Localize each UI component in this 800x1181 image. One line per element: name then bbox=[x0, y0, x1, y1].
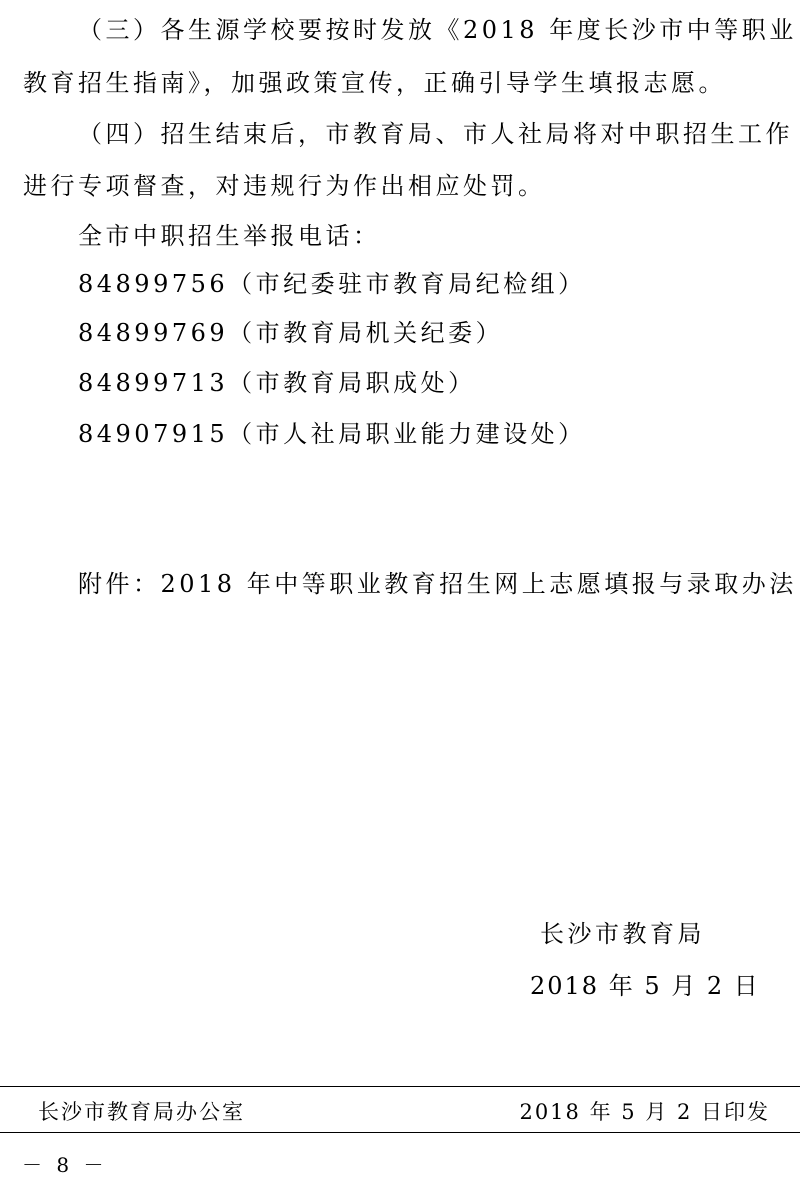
footer-top-rule bbox=[0, 1086, 800, 1087]
paragraph-3-line-1: （三）各生源学校要按时发放《2018 年度长沙市中等职业 bbox=[78, 16, 797, 44]
paragraph-3-line-2: 教育招生指南》，加强政策宣传，正确引导学生填报志愿。 bbox=[23, 69, 726, 97]
footer-bottom-rule bbox=[0, 1132, 800, 1133]
paragraph-4-line-1: （四）招生结束后，市教育局、市人社局将对中职招生工作 bbox=[78, 120, 793, 148]
hotline-heading: 全市中职招生举报电话： bbox=[78, 222, 381, 250]
attachment-line: 附件：2018 年中等职业教育招生网上志愿填报与录取办法 bbox=[78, 570, 797, 598]
footer-print-date: 2018 年 5 月 2 日印发 bbox=[519, 1100, 770, 1124]
hotline-item: 84899769（市教育局机关纪委） bbox=[78, 319, 504, 347]
hotline-item: 84907915（市人社局职业能力建设处） bbox=[78, 420, 586, 448]
page-number: － 8 － bbox=[22, 1153, 108, 1177]
paragraph-4-line-2: 进行专项督查，对违规行为作出相应处罚。 bbox=[23, 172, 546, 200]
hotline-item: 84899756（市纪委驻市教育局纪检组） bbox=[78, 270, 586, 298]
footer-issuer: 长沙市教育局办公室 bbox=[38, 1100, 245, 1124]
signature-date: 2018 年 5 月 2 日 bbox=[530, 972, 760, 1000]
hotline-item: 84899713（市教育局职成处） bbox=[78, 369, 476, 397]
signature-organization: 长沙市教育局 bbox=[540, 920, 705, 948]
